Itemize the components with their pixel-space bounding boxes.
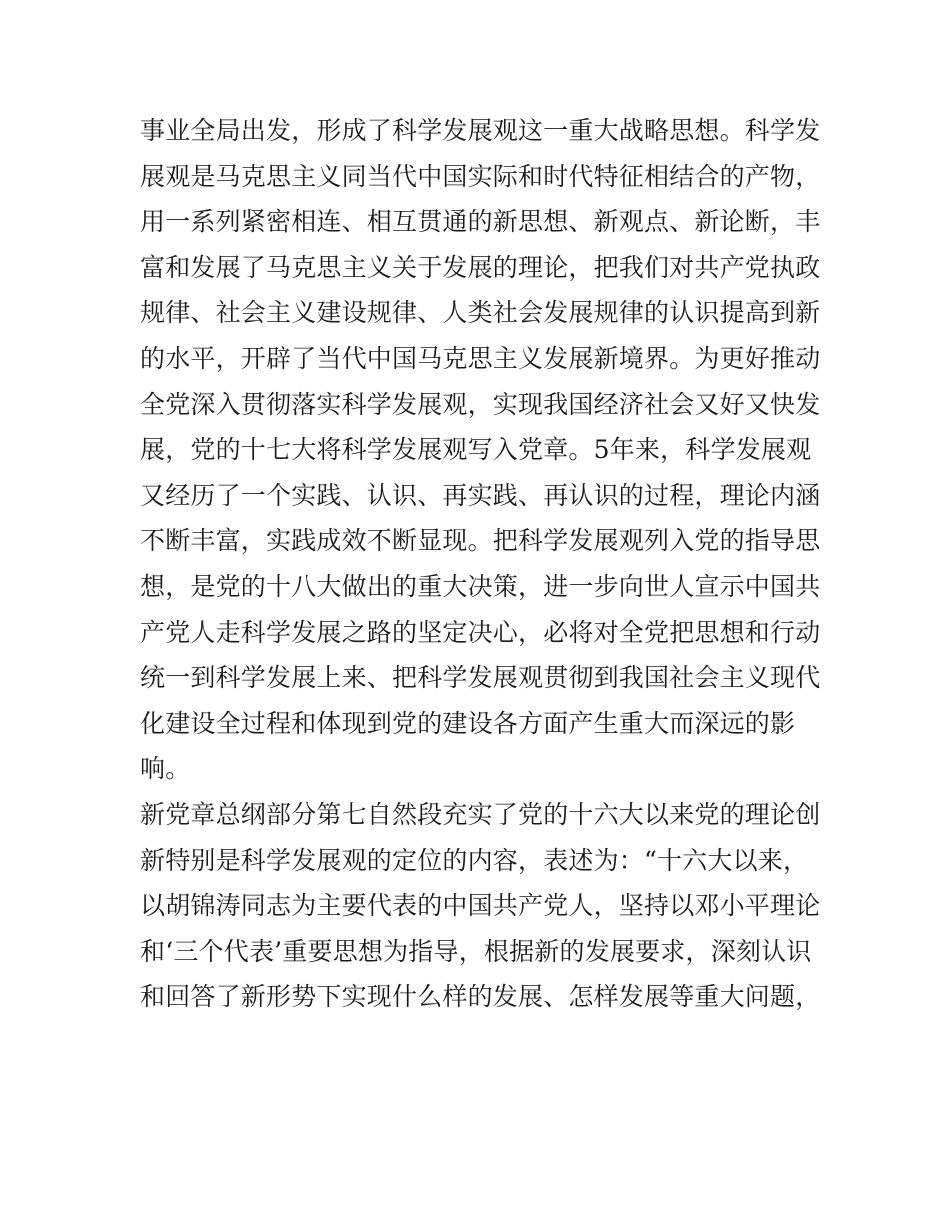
- text-line: 用一系列紧密相连、相互贯通的新思想、新观点、新论断，丰: [140, 207, 821, 237]
- text-line: 想，是党的十八大做出的重大决策，进一步向世人宣示中国共: [140, 571, 821, 601]
- text-line: 新特别是科学发展观的定位的内容，表述为：“十六大以来，: [140, 845, 809, 875]
- body-text: [140, 108, 820, 1020]
- text-line: 展观是马克思主义同当代中国实际和时代特征相结合的产物，: [140, 161, 821, 191]
- text-line: 规律、社会主义建设规律、人类社会发展规律的认识提高到新: [140, 298, 821, 328]
- text-line: 不断丰富，实践成效不断显现。把科学发展观列入党的指导思: [140, 526, 821, 556]
- text-line: 又经历了一个实践、认识、再实践、再认识的过程，理论内涵: [140, 480, 821, 510]
- text-line: 统一到科学发展上来、把科学发展观贯彻到我国社会主义现代: [140, 663, 821, 693]
- text-line: 响。: [140, 754, 191, 784]
- text-line: 产党人走科学发展之路的坚定决心，必将对全党把思想和行动: [140, 617, 821, 647]
- text-line: 展，党的十七大将科学发展观写入党章。5年来，科学发展观: [140, 435, 812, 465]
- text-line: 和回答了新形势下实现什么样的发展、怎样发展等重大问题，: [140, 982, 821, 1012]
- text-line: 化建设全过程和体现到党的建设各方面产生重大而深远的影: [140, 708, 796, 738]
- text-line: 新党章总纲部分第七自然段充实了党的十六大以来党的理论创: [140, 799, 821, 829]
- text-line: 的水平，开辟了当代中国马克思主义发展新境界。为更好推动: [140, 343, 821, 373]
- text-line: 和‘三个代表’重要思想为指导，根据新的发展要求，深刻认识: [140, 936, 812, 966]
- text-line: 以胡锦涛同志为主要代表的中国共产党人，坚持以邓小平理论: [140, 891, 821, 921]
- text-line: 全党深入贯彻落实科学发展观，实现我国经济社会又好又快发: [140, 389, 821, 419]
- text-line: 富和发展了马克思主义关于发展的理论，把我们对共产党执政: [140, 252, 821, 282]
- text-line: 事业全局出发，形成了科学发展观这一重大战略思想。科学发: [140, 116, 821, 145]
